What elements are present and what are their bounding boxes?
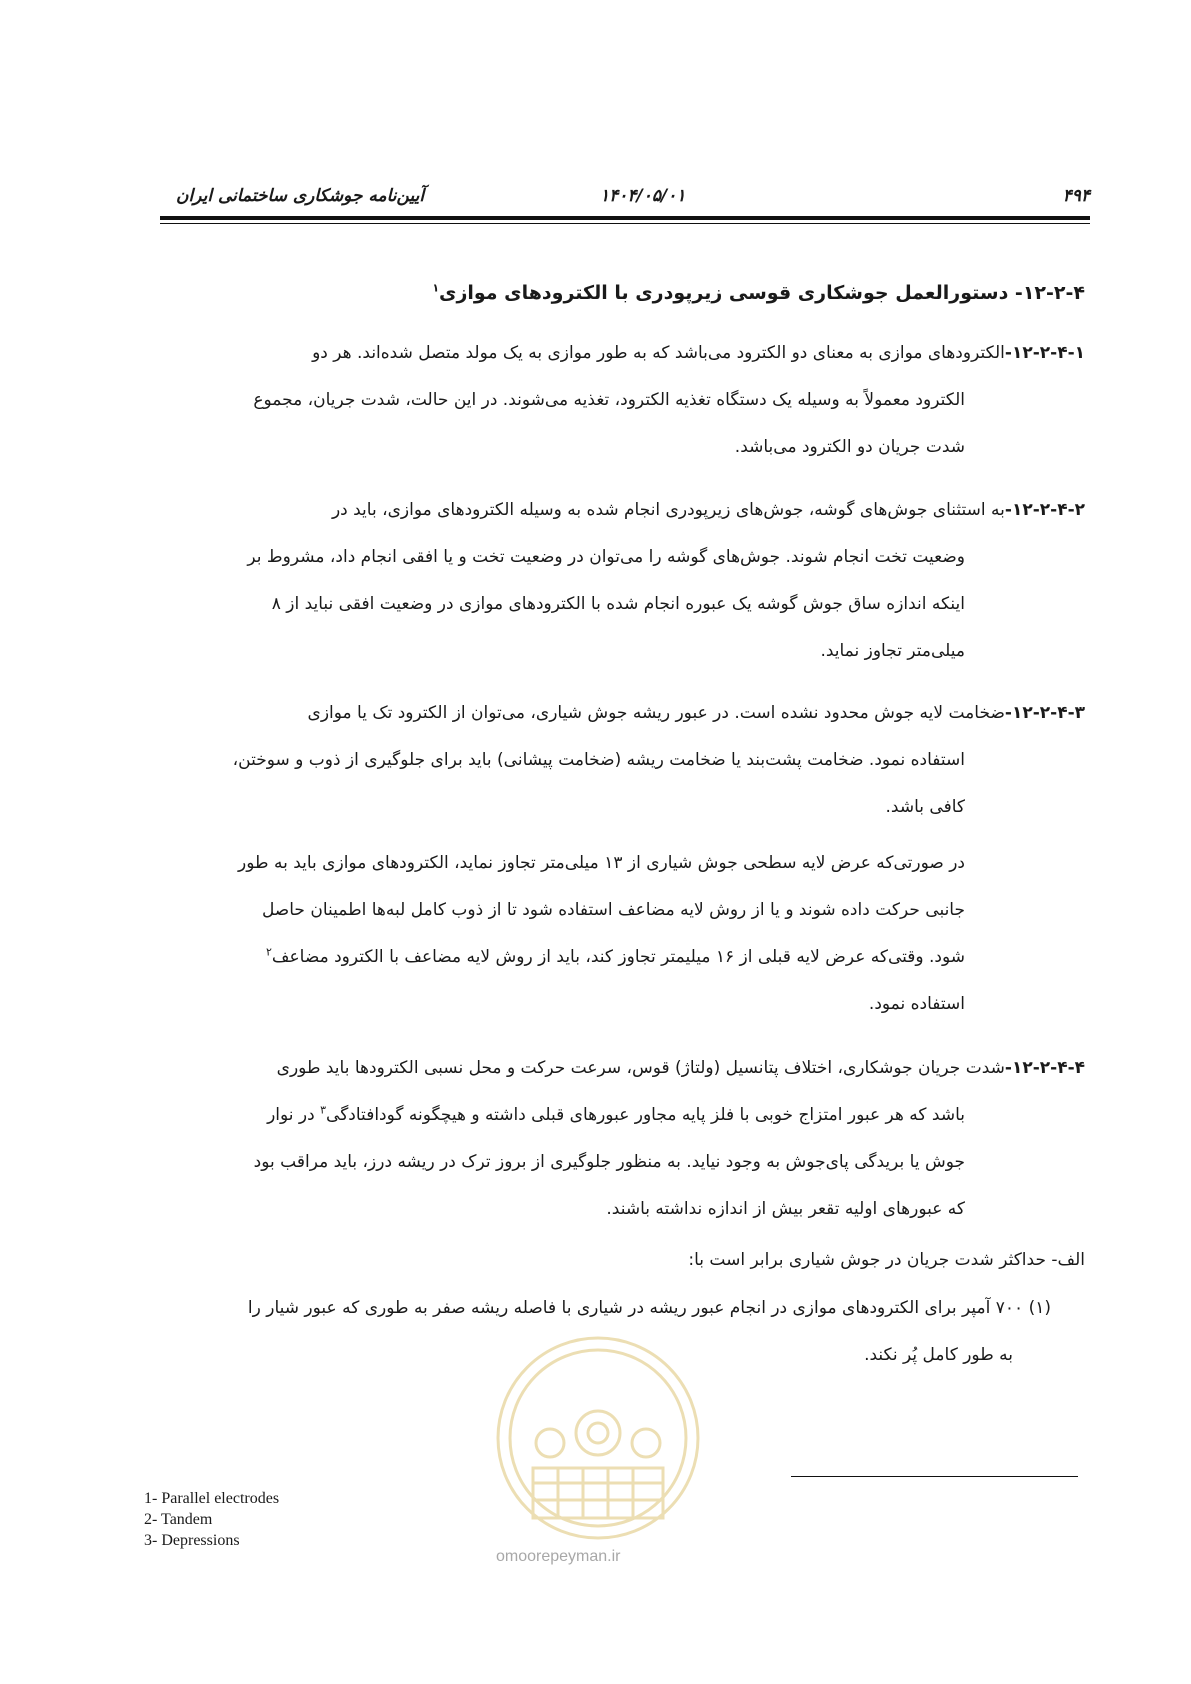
item-1-line-1: (۱) ۷۰۰ آمپر برای الکترودهای موازی در انجام عبور ریشه در شیاری با فاصله ریشه صفر به طوری که عبور شیار را bbox=[247, 1298, 1051, 1318]
paragraph-3-line-3: کافی باشد. bbox=[885, 797, 965, 817]
paragraph-4-line-3: جوش یا بریدگی پای‌جوش به وجود نیاید. به منظور جلوگیری از بروز ترک در ریشه درز، باید مراقب بود bbox=[253, 1152, 965, 1172]
paragraph-4-line-4: که عبورهای اولیه تقعر بیش از اندازه نداشته باشند. bbox=[606, 1199, 965, 1219]
paragraph-4-line-2: باشد که هر عبور امتزاج خوبی با فلز پایه مجاور عبورهای قبلی داشته و هیچگونه گودافتادگی$^۳$ در نوار bbox=[267, 1103, 965, 1125]
paragraph-3c-line-2: جانبی حرکت داده شوند و یا از روش لایه مضاعف استفاده شود تا از ذوب کامل لبه‌ها اطمینان حاصل bbox=[261, 900, 965, 920]
footnote-1: 1- Parallel electrodes bbox=[144, 1490, 280, 1507]
paragraph-3-line-2: استفاده نمود. ضخامت پشت‌بند یا ضخامت ریشه (ضخامت پیشانی) باید برای جلوگیری از ذوب و سوختن، bbox=[232, 750, 965, 770]
footnote-ref-3: ۳ bbox=[320, 1103, 327, 1117]
header-book-title: آیین‌نامه جوشکاری ساختمانی ایران bbox=[176, 186, 425, 206]
item-1 bbox=[144, 1285, 1051, 1379]
paragraph-3c-line-4: استفاده نمود. bbox=[868, 994, 965, 1014]
paragraph-2 bbox=[144, 487, 1085, 675]
section-title bbox=[432, 282, 1085, 304]
footnote-3: 3- Depressions bbox=[144, 1532, 240, 1549]
paragraph-1-line-3: شدت جریان دو الکترود می‌باشد. bbox=[734, 437, 965, 457]
paragraph-2-line-1: ۱۲-۲-۴-۲-به استثنای جوش‌های گوشه، جوش‌های زیرپودری انجام شده به وسیله الکترودهای موازی، باید در bbox=[331, 500, 1085, 520]
paragraph-4-number: ۱۲-۲-۴-۴- bbox=[1004, 1058, 1085, 1078]
paragraph-4-line-1: ۱۲-۲-۴-۴-شدت جریان جوشکاری، اختلاف پتانسیل (ولتاژ) قوس، سرعت حرکت و محل نسبی الکترودها باید طوری bbox=[276, 1058, 1085, 1078]
item-1-line-2: به طور کامل پُر نکند. bbox=[864, 1345, 1013, 1365]
paragraph-1-line-1: ۱۲-۲-۴-۱-الکترودهای موازی به معنای دو الکترود می‌باشد که به طور موازی به یک مولد متصل شده‌اند. هر دو bbox=[312, 343, 1085, 363]
paragraph-3c-line-1: در صورتی‌که عرض لایه سطحی جوش شیاری از ۱۳ میلی‌متر تجاوز نماید، الکترودهای موازی باید به طور bbox=[238, 853, 965, 873]
paragraph-1-number: ۱۲-۲-۴-۱- bbox=[1004, 343, 1085, 363]
paragraph-2-number: ۱۲-۲-۴-۲- bbox=[1004, 500, 1085, 520]
paragraph-1 bbox=[144, 330, 1085, 471]
paragraph-2-line-4: میلی‌متر تجاوز نماید. bbox=[820, 641, 965, 661]
item-alef: الف- حداکثر شدت جریان در جوش شیاری برابر است با: bbox=[688, 1250, 1085, 1270]
paragraph-3-continuation bbox=[144, 840, 1085, 1028]
watermark-site: omoorepeyman.ir bbox=[496, 1548, 621, 1565]
header-rule-thick bbox=[160, 216, 1090, 220]
paragraph-3c-line-3: شود. وقتی‌که عرض لایه قبلی از ۱۶ میلیمتر تجاوز کند، باید از روش لایه مضاعف با الکترود مضاعف$^۲$ bbox=[265, 945, 965, 967]
paragraph-3-number: ۱۲-۲-۴-۳- bbox=[1004, 703, 1085, 723]
section-title-footnote-ref: ۱ bbox=[432, 281, 440, 295]
paragraph-2-line-3: اینکه اندازه ساق جوش گوشه یک عبوره انجام شده با الکترودهای موازی در وضعیت افقی نباید از ۸ bbox=[271, 594, 965, 614]
header-rule-thin bbox=[160, 223, 1090, 224]
paragraph-3-line-1: ۱۲-۲-۴-۳-ضخامت لایه جوش محدود نشده است. در عبور ریشه جوش شیاری، می‌توان از الکترود تک یا موازی bbox=[307, 703, 1085, 723]
header-date: ۱۴۰۴/۰۵/۰۱ bbox=[600, 186, 686, 206]
header-page-number: ۴۹۴ bbox=[1062, 186, 1090, 206]
footnote-ref-2: ۲ bbox=[265, 945, 272, 959]
paragraph-1-line-2: الکترود معمولاً به وسیله یک دستگاه تغذیه الکترود، تغذیه می‌شوند. در این حالت، شدت جریان، مجموع bbox=[253, 390, 965, 410]
footnote-rule bbox=[791, 1476, 1078, 1477]
paragraph-2-line-2: وضعیت تخت انجام شوند. جوش‌های گوشه را می‌توان در وضعیت تخت و یا افقی انجام داد، مشروط بر bbox=[247, 547, 965, 567]
paragraph-4 bbox=[144, 1045, 1085, 1233]
section-title-text: ۱۲-۲-۴- دستورالعمل جوشکاری قوسی زیرپودری با الکترودهای موازی bbox=[439, 282, 1085, 304]
footnote-2: 2- Tandem bbox=[144, 1511, 213, 1528]
paragraph-3 bbox=[144, 690, 1085, 831]
